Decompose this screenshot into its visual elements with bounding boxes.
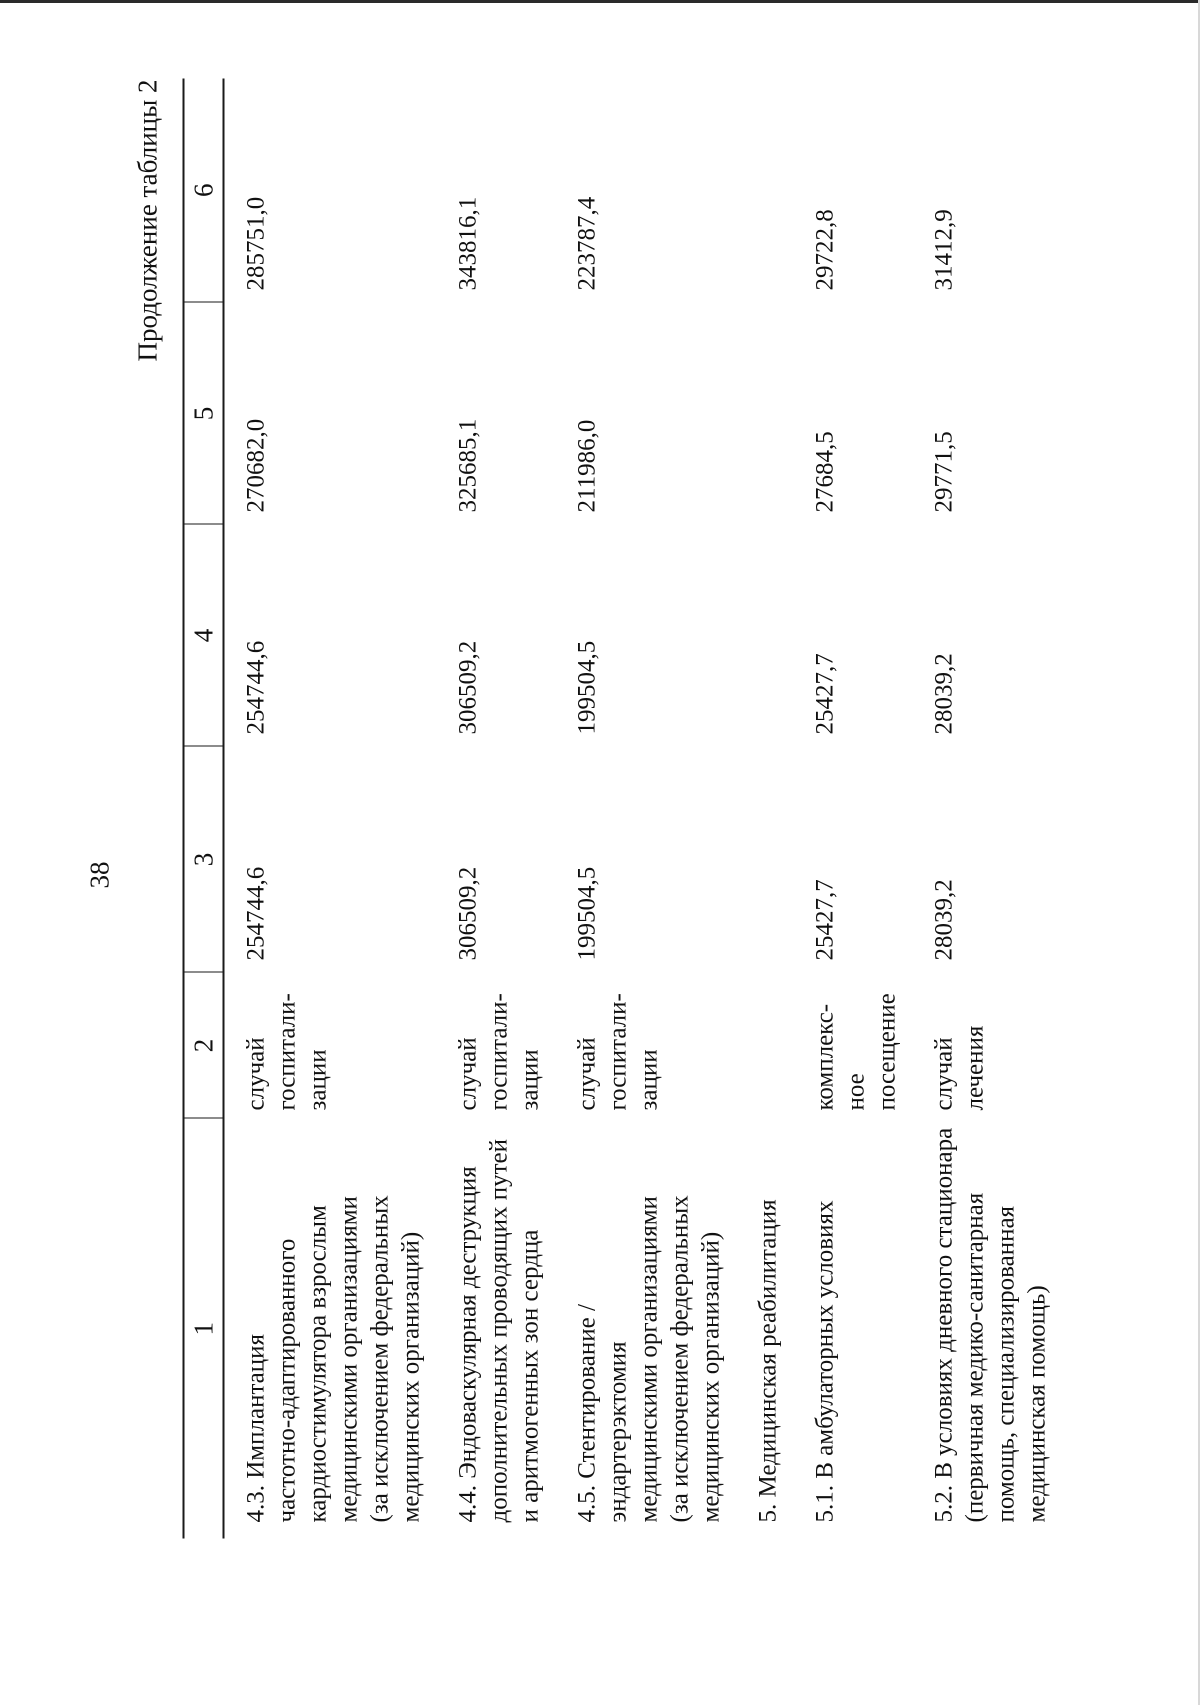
column-header: 1: [184, 1119, 224, 1539]
row-name: 5.1. В амбулаторных условиях: [811, 1200, 839, 1523]
value-cell: 28039,2: [930, 879, 958, 961]
page-number: 38: [84, 861, 115, 889]
row-unit: [737, 973, 794, 1119]
value-cell: [737, 303, 794, 525]
table-row: [556, 79, 737, 1539]
value-cell: [737, 747, 794, 973]
table-row: [913, 79, 1063, 1539]
row-unit: случай лечения: [930, 1025, 989, 1111]
column-header: 4: [184, 525, 224, 747]
value-cell: [737, 79, 794, 303]
value-cell: 211986,0: [573, 419, 601, 513]
value-cell: 29722,8: [811, 209, 839, 291]
row-unit: комплекс- ное посещение: [811, 993, 901, 1111]
table-row: [794, 79, 913, 1539]
value-cell: 25427,7: [811, 879, 839, 961]
value-cell: 270682,0: [242, 418, 270, 513]
row-name: 4.5. Стентирование / эндартерэктомия медицинскими организациями (за исключением федеральных медицинских организаций): [573, 1195, 725, 1523]
value-cell: 254744,6: [242, 640, 270, 735]
row-unit: случай госпитали- зации: [454, 993, 544, 1111]
column-header: 2: [184, 973, 224, 1119]
table-row: [437, 79, 556, 1539]
table-row: [737, 79, 794, 1539]
table-header-row: [184, 79, 224, 1539]
value-cell: 199504,5: [573, 640, 601, 735]
row-name: 4.3. Имплантация частотно-адаптированного кардиостимулятора взрослым медицинскими организациями (за исключением федеральных медицинских организаций): [242, 1195, 425, 1523]
value-cell: 285751,0: [242, 196, 270, 291]
row-name: 4.4. Эндоваскулярная деструкция дополнительных проводящих путей и аритмогенных зон сердца: [454, 1139, 544, 1523]
value-cell: 325685,1: [454, 418, 482, 513]
data-table: [183, 79, 1063, 1539]
column-header: 5: [184, 303, 224, 525]
value-cell: 306509,2: [454, 640, 482, 735]
value-cell: 25427,7: [811, 653, 839, 735]
value-cell: 306509,2: [454, 866, 482, 961]
value-cell: 223787,4: [573, 196, 601, 291]
value-cell: 28039,2: [930, 653, 958, 735]
value-cell: 254744,6: [242, 866, 270, 961]
row-name: 5.2. В условиях дневного стационара (первичная медико-санитарная помощь, специализированная медицинская помощь): [930, 1127, 1051, 1523]
table-row: [224, 79, 437, 1539]
value-cell: 27684,5: [811, 431, 839, 513]
column-header: 6: [184, 79, 224, 303]
value-cell: 31412,9: [930, 209, 958, 291]
value-cell: 29771,5: [930, 431, 958, 513]
document-page: [1, 0, 1200, 1705]
value-cell: 343816,1: [454, 196, 482, 291]
row-unit: случай госпитали- зации: [242, 993, 332, 1111]
column-header: 3: [184, 747, 224, 973]
row-name: 5. Медицинская реабилитация: [754, 1199, 782, 1523]
row-unit: случай госпитали- зации: [573, 993, 663, 1111]
value-cell: 199504,5: [573, 866, 601, 961]
value-cell: [737, 525, 794, 747]
table-caption: Продолжение таблицы 2: [132, 79, 163, 362]
